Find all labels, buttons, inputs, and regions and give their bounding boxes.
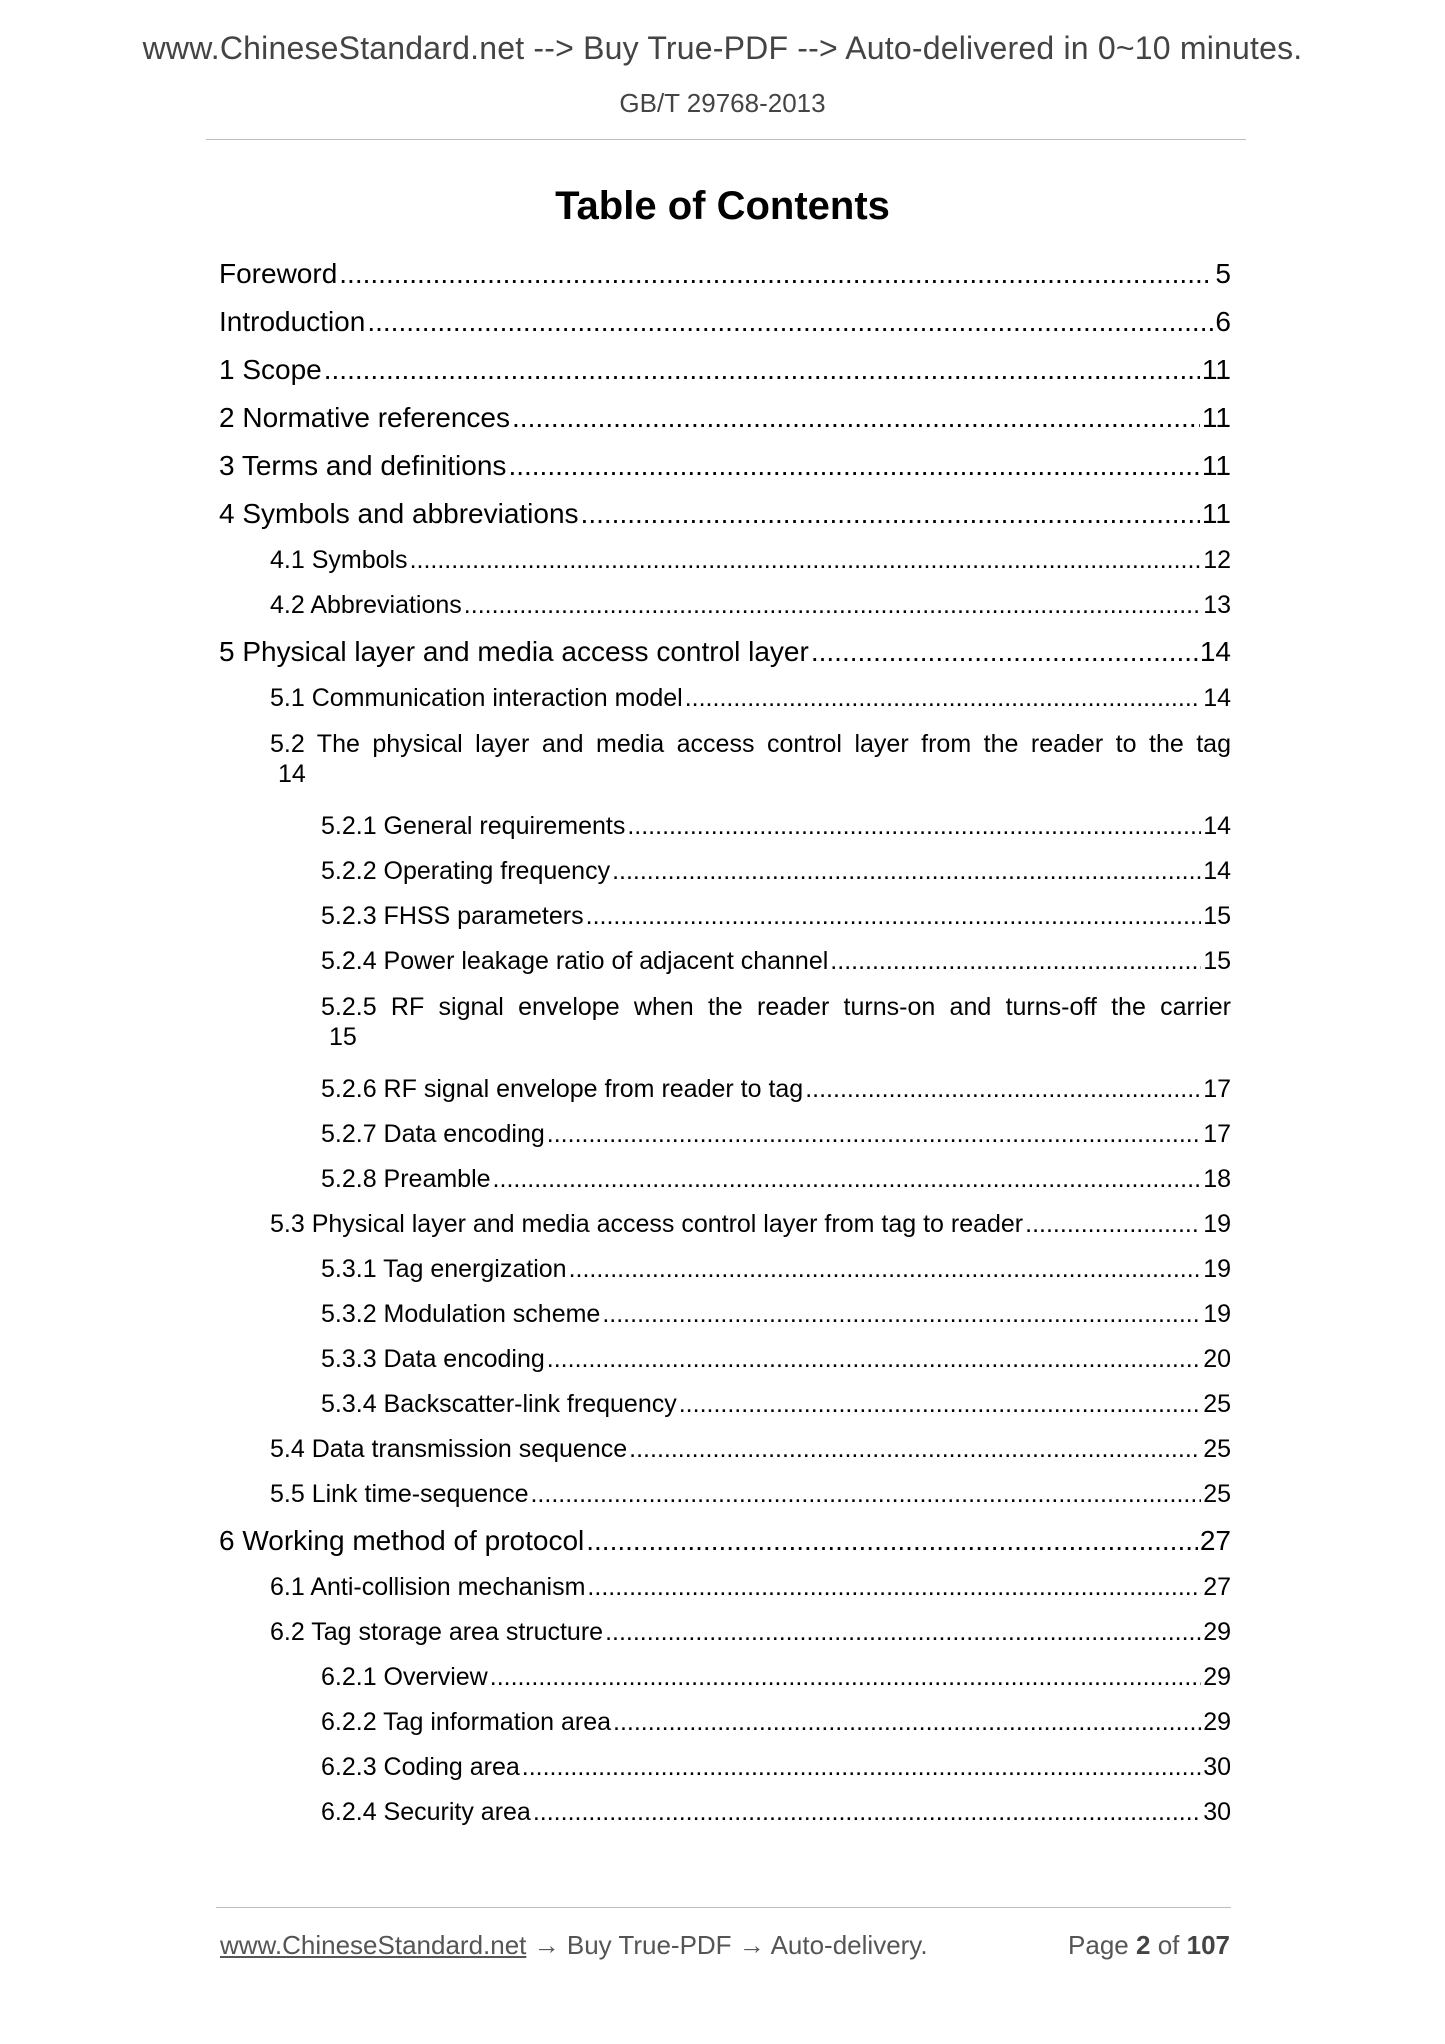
footer-tagline: → Buy True-PDF → Auto-delivery. [526,1930,928,1960]
toc-entry[interactable] [219,1790,1231,1835]
toc-entry[interactable] [219,538,1231,583]
toc-entry[interactable] [219,583,1231,628]
toc-leader [508,442,1199,490]
toc-entry[interactable] [219,721,1231,804]
toc-entry-label: 5.4 Data transmission sequence [270,1435,628,1463]
toc-entry-label: Foreword [219,258,338,289]
toc-entry-page: 19 [1203,1300,1231,1328]
toc-entry-page: 25 [1203,1480,1231,1508]
toc-entry-page: 11 [1201,354,1231,385]
toc-entry-page: 17 [1203,1075,1231,1103]
total-pages: 107 [1186,1930,1230,1960]
toc-entry-label: 5 Physical layer and media access control layer [219,636,809,667]
toc-leader [805,1067,1201,1112]
toc-entry-page: 11 [1201,402,1231,433]
toc-entry-label: 4.2 Abbreviations [270,591,462,619]
toc-entry-page: 15 [1203,902,1231,930]
toc-entry-page: 13 [1203,591,1231,619]
toc-entry[interactable] [219,676,1231,721]
table-of-contents [219,250,1231,1835]
toc-entry[interactable] [219,894,1231,939]
toc-leader [629,1427,1201,1472]
toc-entry-page: 30 [1203,1753,1231,1781]
toc-leader [627,804,1201,849]
toc-entry-label: 5.2.6 RF signal envelope from reader to tag [321,1075,804,1103]
toc-leader [512,394,1200,442]
toc-entry[interactable] [219,346,1231,394]
toc-entry[interactable] [219,1382,1231,1427]
toc-entry-page: 11 [1201,450,1231,481]
toc-entry-label: 5.3.1 Tag energization [321,1255,567,1283]
toc-leader [1025,1202,1201,1247]
toc-entry-label: 6 Working method of protocol [219,1525,585,1556]
toc-leader [324,346,1200,394]
toc-entry-label: Introduction [219,306,366,337]
toc-entry-label: 4.1 Symbols [270,546,408,574]
toc-leader [547,1337,1201,1382]
toc-entry-page: 14 [1203,684,1231,712]
toc-entry[interactable] [219,804,1231,849]
toc-leader [685,676,1201,721]
page-number: 2 [1135,1930,1151,1960]
toc-leader [569,1247,1202,1292]
toc-leader [679,1382,1201,1427]
toc-entry-page: 29 [1203,1708,1231,1736]
toc-entry-label: 1 Scope [219,354,322,385]
page-indicator [1068,1930,1230,1961]
toc-leader [612,849,1201,894]
toc-leader [530,1472,1201,1517]
toc-entry-label: 5.1 Communication interaction model [270,684,683,712]
toc-entry-page: 27 [1199,1525,1231,1556]
toc-entry-label: 5.2.8 Preamble [321,1165,491,1193]
toc-entry[interactable] [219,1202,1231,1247]
toc-entry[interactable] [219,1655,1231,1700]
toc-entry-page: 14 [1203,812,1231,840]
toc-entry-label: 3 Terms and definitions [219,450,507,481]
toc-entry-label: 6.2.4 Security area [321,1798,531,1826]
toc-entry[interactable] [219,1745,1231,1790]
toc-entry[interactable] [219,1472,1231,1517]
toc-entry-label: 5.2.3 FHSS parameters [321,902,584,930]
toc-entry-page: 30 [1203,1798,1231,1826]
toc-entry-label: 6.2.1 Overview [321,1663,488,1691]
toc-entry-page: 12 [1203,546,1231,574]
toc-entry-page: 20 [1203,1345,1231,1373]
toc-entry-label: 6.1 Anti-collision mechanism [270,1573,586,1601]
toc-leader [613,1700,1201,1745]
toc-entry-label: 4 Symbols and abbreviations [219,498,579,529]
toc-leader [410,538,1202,583]
toc-entry-label: 5.2.4 Power leakage ratio of adjacent channel [321,947,829,975]
toc-entry-label: 6.2.3 Coding area [321,1753,520,1781]
header-divider [206,139,1246,140]
toc-leader [490,1655,1201,1700]
toc-leader [533,1790,1201,1835]
toc-leader [493,1157,1202,1202]
toc-entry[interactable] [219,1610,1231,1655]
toc-entry-label: 5.2.1 General requirements [321,812,626,840]
toc-entry-label: 5.2.7 Data encoding [321,1120,545,1148]
toc-entry[interactable] [219,984,1231,1067]
toc-entry-label: 2 Normative references [219,402,511,433]
toc-entry-page: 27 [1203,1573,1231,1601]
toc-entry-label: 5.2.5 RF signal envelope when the reader turns-on and turns-off the carrier [321,993,1231,1021]
toc-entry[interactable] [219,490,1231,538]
toc-entry[interactable] [219,250,1231,298]
toc-entry-page: 6 [1215,306,1231,337]
toc-leader [602,1292,1201,1337]
toc-entry-page: 14 [1199,636,1231,667]
toc-entry-page: 5 [1215,258,1231,289]
toc-entry[interactable] [219,1337,1231,1382]
site-link[interactable]: www.ChineseStandard.net [220,1930,527,1960]
toc-entry-page: 11 [1201,498,1231,529]
toc-entry[interactable] [219,628,1231,676]
toc-entry-page: 14 [1203,857,1231,885]
toc-entry-label: 5.3.4 Backscatter-link frequency [321,1390,677,1418]
toc-entry[interactable] [219,442,1231,490]
toc-leader [587,1565,1201,1610]
footer-divider [216,1907,1231,1908]
toc-entry-label: 5.3.2 Modulation scheme [321,1300,601,1328]
toc-entry-page: 14 [278,760,306,788]
toc-leader [581,490,1200,538]
toc-entry[interactable] [219,1427,1231,1472]
toc-entry-label: 6.2.2 Tag information area [321,1708,612,1736]
toc-entry[interactable] [219,1517,1231,1565]
toc-leader [605,1610,1201,1655]
toc-entry-label: 5.2 The physical layer and media access control layer from the reader to the tag [270,730,1231,758]
toc-entry[interactable] [219,1112,1231,1157]
toc-title: Table of Contents [555,184,890,228]
toc-entry-label: 6.2 Tag storage area structure [270,1618,604,1646]
toc-leader [830,939,1201,984]
toc-leader [367,298,1213,346]
toc-entry-page: 29 [1203,1618,1231,1646]
toc-entry[interactable] [219,1700,1231,1745]
standard-code: GB/T 29768-2013 [619,88,826,118]
toc-leader [811,628,1198,676]
toc-entry-page: 19 [1203,1255,1231,1283]
site-banner: www.ChineseStandard.net --> Buy True-PDF --> Auto-delivered in 0~10 minutes. [142,30,1303,66]
toc-entry[interactable] [219,1157,1231,1202]
toc-leader [522,1745,1201,1790]
toc-leader [339,250,1213,298]
toc-entry-label: 5.2.2 Operating frequency [321,857,611,885]
toc-entry-label: 5.5 Link time-sequence [270,1480,529,1508]
toc-entry[interactable] [219,394,1231,442]
toc-entry-page: 29 [1203,1663,1231,1691]
toc-entry[interactable] [219,298,1231,346]
toc-entry[interactable] [219,1067,1231,1112]
toc-leader [586,894,1202,939]
toc-entry-label: 5.3 Physical layer and media access control layer from tag to reader [270,1210,1024,1238]
toc-entry-page: 15 [1203,947,1231,975]
of-label: of [1157,1930,1180,1960]
toc-entry-page: 25 [1203,1390,1231,1418]
toc-entry-page: 19 [1203,1210,1231,1238]
toc-entry[interactable] [219,939,1231,984]
toc-leader [586,1517,1198,1565]
toc-entry-page: 17 [1203,1120,1231,1148]
toc-entry[interactable] [219,1565,1231,1610]
toc-leader [547,1112,1201,1157]
toc-entry-label: 5.3.3 Data encoding [321,1345,545,1373]
toc-entry-page: 15 [329,1023,357,1051]
toc-entry[interactable] [219,1292,1231,1337]
toc-entry[interactable] [219,849,1231,894]
toc-entry-page: 25 [1203,1435,1231,1463]
toc-leader [464,583,1201,628]
toc-entry[interactable] [219,1247,1231,1292]
page-label: Page [1068,1930,1129,1960]
toc-entry-page: 18 [1203,1165,1231,1193]
